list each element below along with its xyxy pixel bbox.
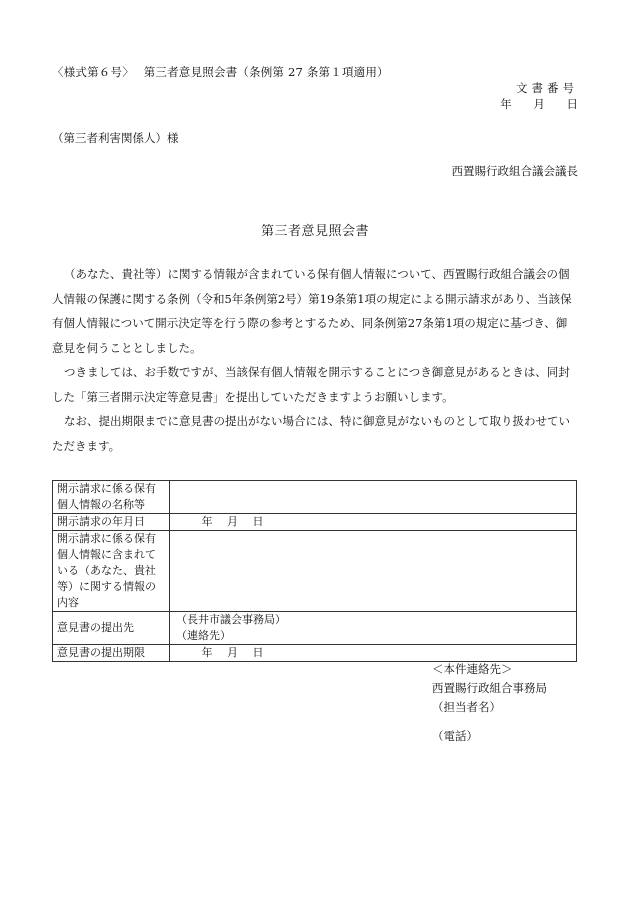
table-value bbox=[170, 612, 577, 645]
body-text bbox=[52, 262, 578, 458]
contact-heading: ＜本件連絡先＞ bbox=[432, 662, 513, 676]
form-number-label: 〈様式第６号〉 第三者意見照会書（条例第 27 条第１項適用） bbox=[52, 65, 389, 79]
body-paragraph: （あなた、貴社等）に関する情報が含まれている保有個人情報について、西置賜行政組合議会の個人情報の保護に関する条例（令和5年条例第2号）第19条第1項の規定による開示請求があり、当該保有個人情報について開示決定等を行う際の参考とするため、同条例第27条第1項の規定に基づき、御意見を伺うこととしました。 bbox=[52, 267, 572, 355]
table-value: 年 月 日 bbox=[170, 645, 577, 662]
submission-contact: （連絡先） bbox=[176, 629, 231, 642]
body-paragraph: つきましては、お手数ですが、当該保有個人情報を開示することにつき御意見があるときは、同封した「第三者開示決定等意見書」を提出していただきますようお願いします。 bbox=[52, 365, 570, 404]
table-row bbox=[53, 645, 577, 662]
table-row bbox=[53, 514, 577, 531]
body-paragraph: なお、提出期限までに意見書の提出がない場合には、特に御意見がないものとして取り扱わせていただきます。 bbox=[52, 414, 570, 453]
table-label: 開示請求に係る保有個人情報の名称等 bbox=[53, 481, 170, 514]
document-title: 第三者意見照会書 bbox=[260, 224, 369, 239]
table-label: 意見書の提出先 bbox=[53, 612, 170, 645]
table-row bbox=[53, 481, 577, 514]
sender: 西置賜行政組合議会議長 bbox=[451, 164, 578, 178]
table-row bbox=[53, 612, 577, 645]
contact-org: 西置賜行政組合事務局 bbox=[432, 681, 547, 695]
table-value: 年 月 日 bbox=[170, 514, 577, 531]
table-row bbox=[53, 531, 577, 612]
contact-person: （担当者名） bbox=[432, 700, 501, 714]
table-label: 開示請求の年月日 bbox=[53, 514, 170, 531]
contact-block bbox=[432, 660, 547, 746]
table-value bbox=[170, 481, 577, 514]
document-number-label: 文書番号 bbox=[516, 81, 578, 95]
submission-office: （長井市議会事務局） bbox=[176, 613, 286, 626]
info-table bbox=[52, 480, 577, 662]
recipient: （第三者利害関係人）様 bbox=[52, 131, 179, 145]
document-date: 年 月 日 bbox=[500, 97, 578, 111]
table-label: 開示請求に係る保有個人情報に含まれている（あなた、貴社等）に関する情報の内容 bbox=[53, 531, 170, 612]
contact-phone: （電話） bbox=[432, 729, 478, 743]
table-label: 意見書の提出期限 bbox=[53, 645, 170, 662]
table-value bbox=[170, 531, 577, 612]
